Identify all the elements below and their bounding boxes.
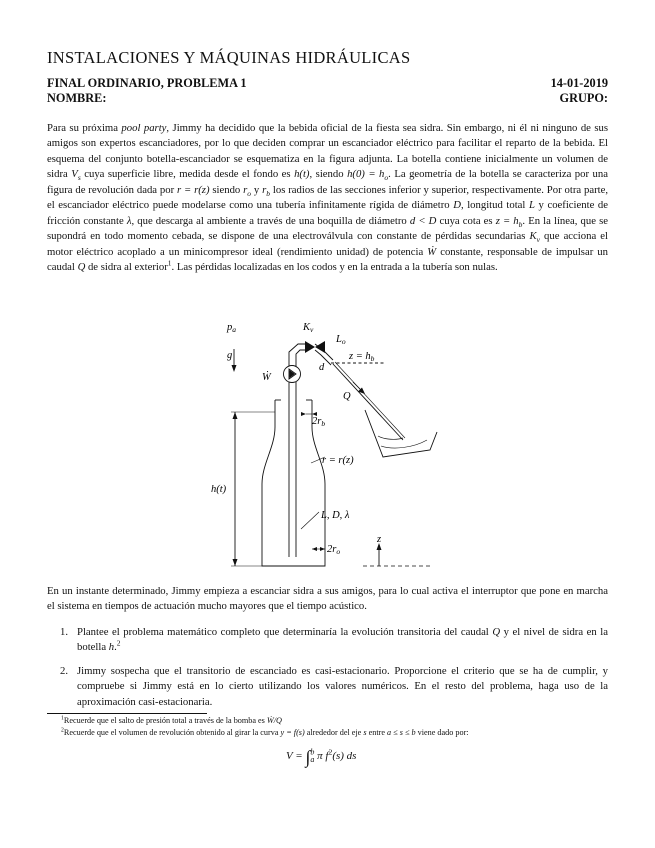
bottle-pump-diagram — [205, 312, 445, 578]
name-label: NOMBRE: — [47, 91, 107, 105]
page-title: INSTALACIONES Y MÁQUINAS HIDRÁULICAS — [47, 48, 411, 67]
valve-symbol — [305, 341, 325, 353]
hb-label: z = hb — [349, 351, 375, 363]
pipe-props-label: L, D, λ — [321, 510, 350, 521]
profile-label: r = r(z) — [322, 455, 354, 466]
activation-paragraph: En un instante determinado, Jimmy empieza a escanciar sidra a sus amigos, para lo cual activa el interruptor que pone en marcha el sistema en tiempos de actuación mucho mayores que el tiempo acústico. — [47, 585, 608, 613]
ro-dimension-label: 2ro — [327, 544, 341, 556]
flow-q-label: Q — [343, 391, 351, 402]
height-label: h(t) — [211, 484, 227, 495]
volume-formula: V = ∫$^b_a$ π $f^2(s)$ ds — [286, 747, 357, 767]
intro-paragraph: Para su próxima pool party, Jimmy ha decidido que la bebida oficial de la fiesta sea sidra. Sin embargo, ni él ni ninguno de sus amigos son expertos escanciadores, por lo que deciden comprar un escanciador eléctrico para facilitar el reparto de la bebida. El esquema del conjunto botella-escanciador se esquematiza en la figura adjunta. La botella contiene inicialmente un volumen de sidra $V_s$ cuya superficie libre, medida desde el fondo es h(t), siendo $h(0) = h_o$. La geometría de la botella se caracteriza por una figura de revolución dada por r = r(z) siendo $r_o$ y $r_b$ los radios de las secciones inferior y superior, respectivamente. Por otra parte, el escanciador eléctrico puede modelarse como una tubería infinitamente rígida de diámetro D, longitud total L y coeficiente de fricción constante λ, que descarga al ambiente a través de una boquilla de diámetro d < D cuya cota es $z = h_b$. En la línea, que se supondrá en todo momento cebada, se dispone de una electroválvula con constante de pérdidas secundarias $K_v$ que acciona el motor eléctrico acoplado a un minicompresor ideal (rendimiento unidad) de potencia Ẇ constante, responsable de impulsar un caudal Q de sidra al exterior$^1$. Las pérdidas localizadas en los codos y en la entrada a la tubería son nulas. — [47, 122, 609, 274]
exam-subtitle: FINAL ORDINARIO, PROBLEMA 1 — [47, 76, 247, 90]
footnote-ref-1: 1 — [167, 258, 172, 268]
footnote-2: $^2$Recuerde que el volumen de revolución obtenido al girar la curva y = f(s) alrededor del eje s entre a ≤ s ≤ b viene dado por: — [61, 727, 469, 737]
power-label: Ẇ — [262, 372, 271, 383]
nozzle-d-label: d — [319, 362, 325, 373]
question-2: 2. Jimmy sospecha que el transitorio de escanciado es casi-estacionario. Proporcione el criterio que se ha de cumplir, y compruebe si Jimmy está en lo cierto utilizando los valores numéricos. En el resto del problema, haga uso de la aproximación casi-estacionaria. — [60, 665, 608, 708]
question-1: 1. Plantee el problema matemático completo que determinaría la evolución transitoria del caudal Q y el nivel de sidra en la botella h.$^2$ — [60, 626, 608, 654]
group-label: GRUPO: — [559, 91, 608, 105]
footnote-rule — [47, 713, 207, 714]
exam-date: 14-01-2019 — [550, 76, 608, 90]
kv-label: Kv — [303, 322, 314, 334]
gravity-label: g — [227, 350, 233, 361]
question-list-2 — [47, 664, 608, 710]
z-axis-label: z — [377, 534, 382, 545]
cider-jet — [333, 364, 403, 440]
footnote-1: $^1$Recuerde que el salto de presión total a través de la bomba es Ẇ/Q — [61, 715, 282, 725]
footnote-ref-2: 2 — [116, 638, 121, 648]
question-list — [47, 625, 608, 656]
lo-label: Lo — [336, 334, 346, 346]
pa-label: pa — [227, 322, 236, 334]
rb-dimension-label: 2rb — [312, 416, 326, 428]
